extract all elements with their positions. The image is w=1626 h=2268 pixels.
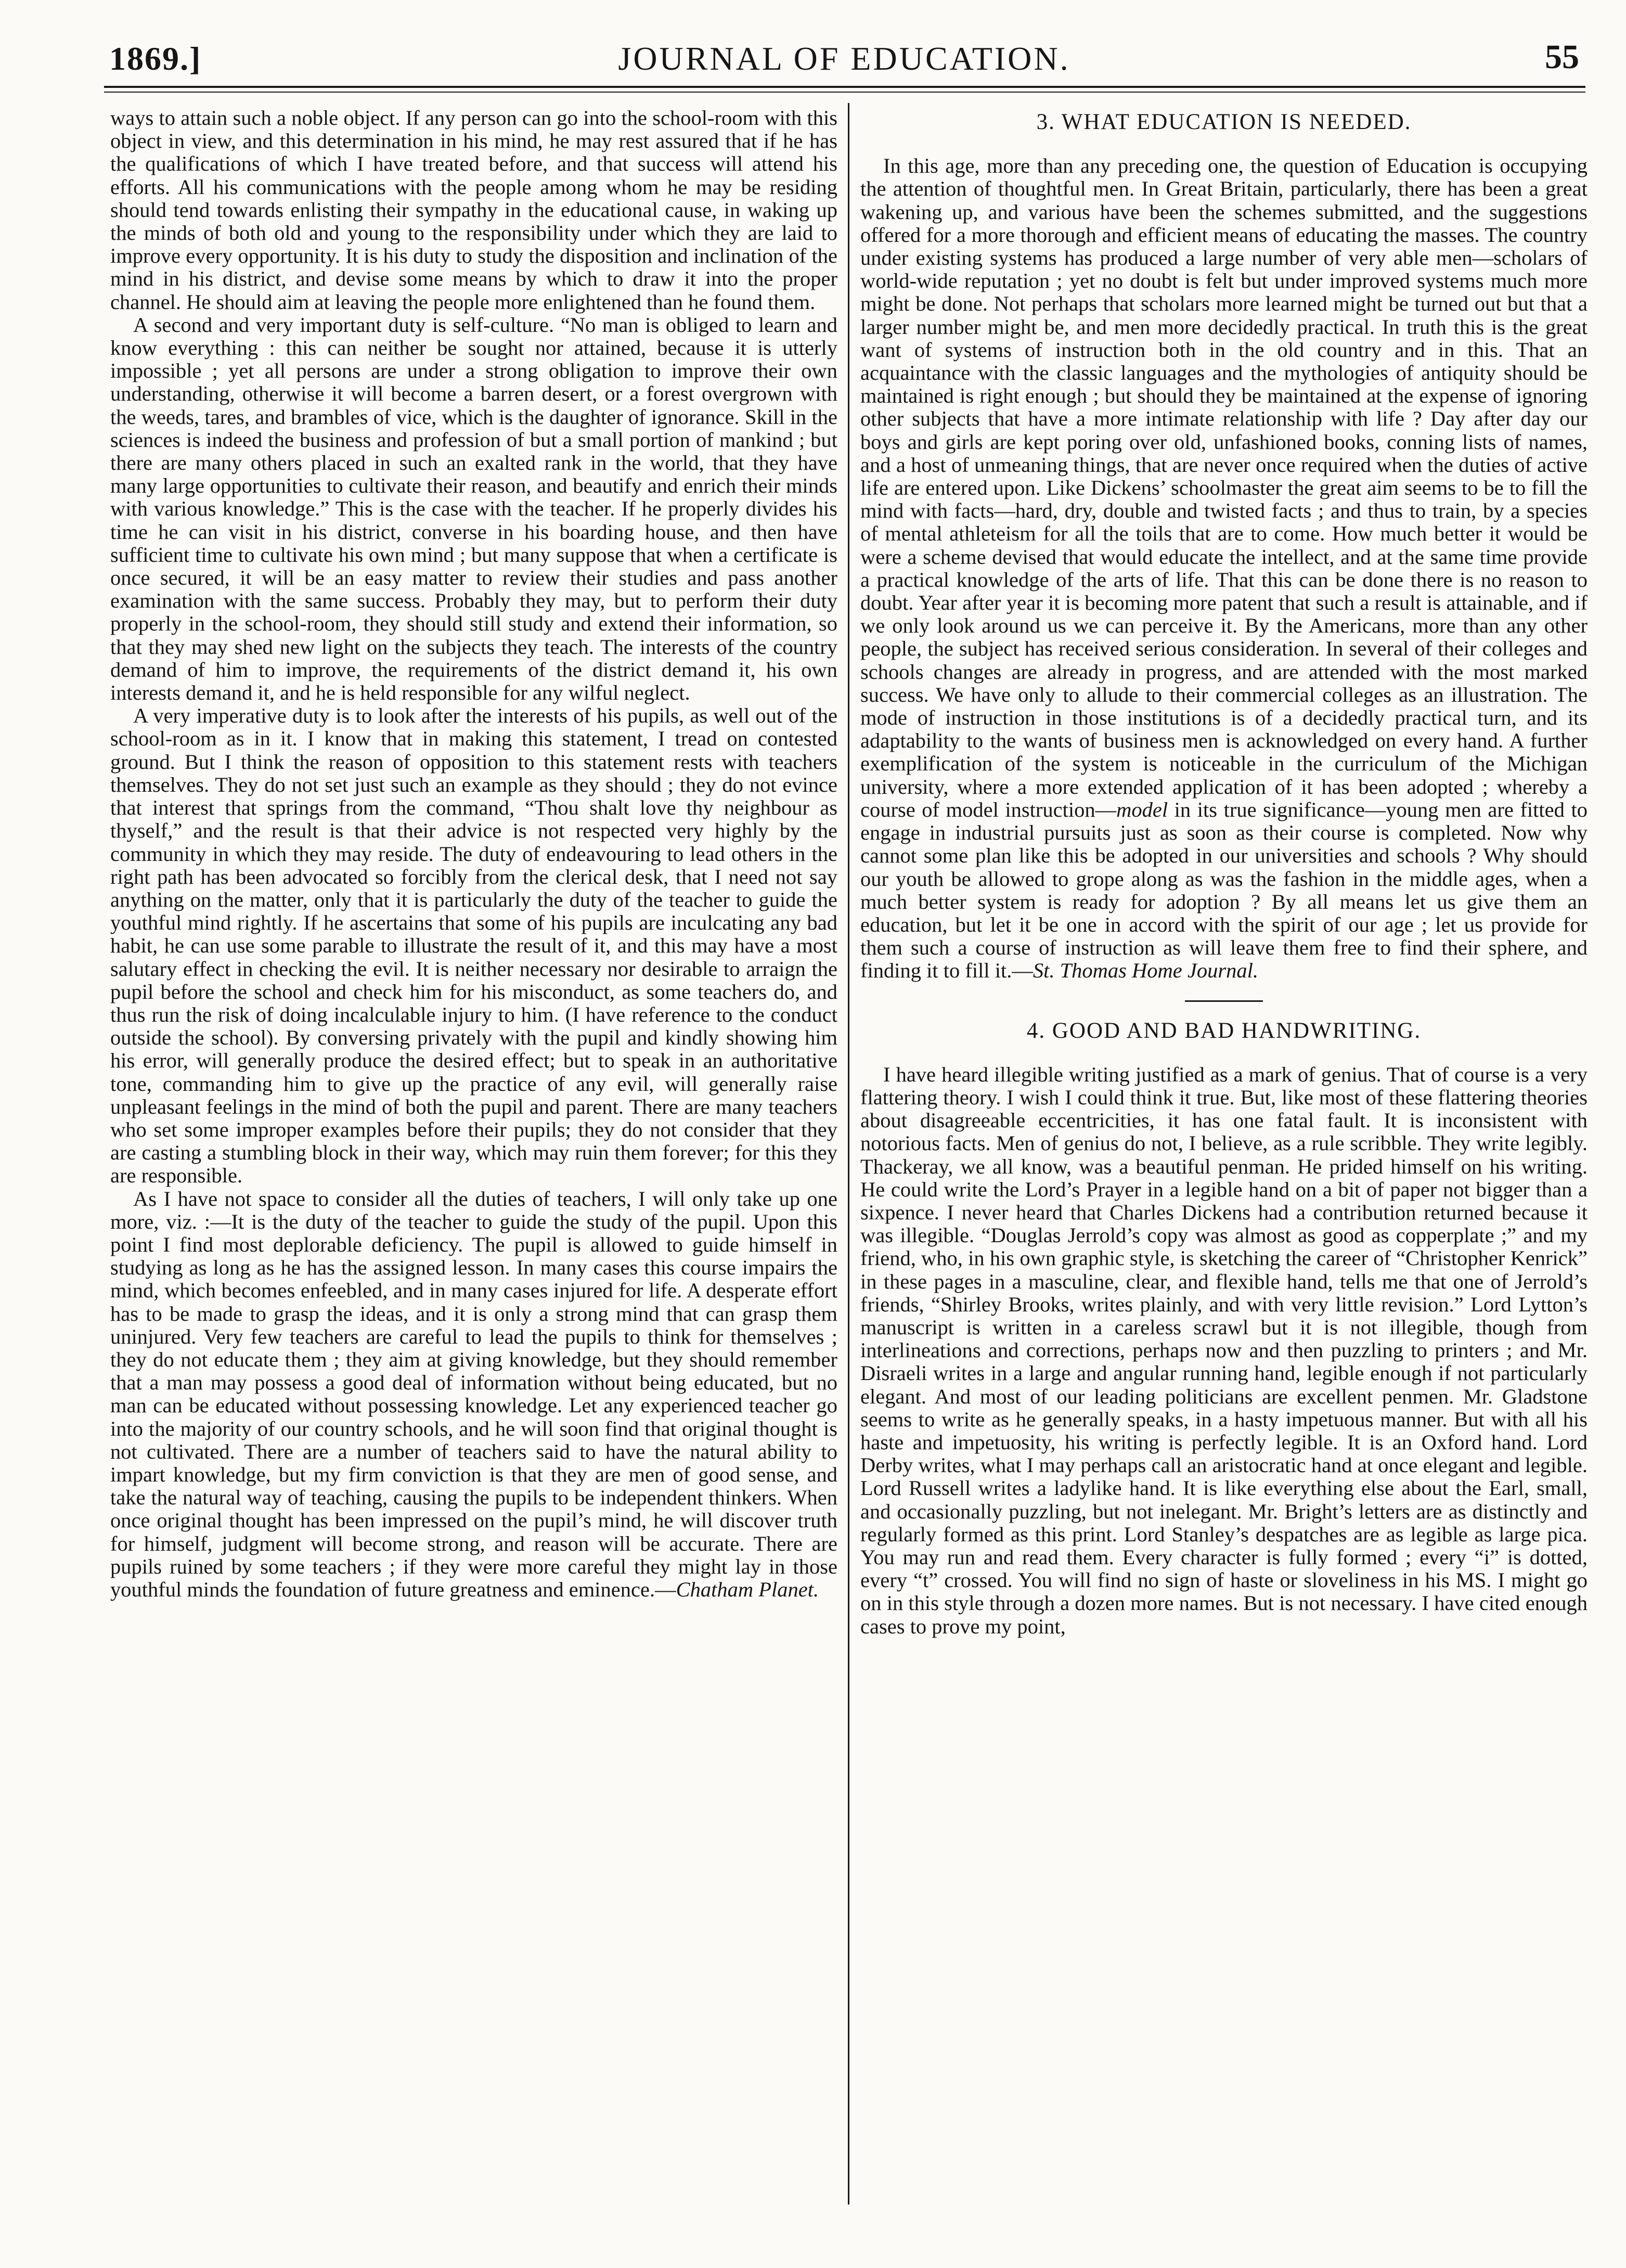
article-paragraph: ways to attain such a noble object. If any person can go into the school-room with this object in view, and this determination in his mind, he may rest assured that if he has the qualifications of which I have treated before, and that success will attend his efforts. All his communications with the people among whom he may be residing should tend towards enlisting their sympathy in the educational cause, in waking up the minds of both old and young to the responsibility under which they are laid to improve every opportunity. It is his duty to study the disposition and inclination of the mind in his district, and devise some means by which to draw it into the proper channel. He should aim at leaving the people more enlightened than he found them.	[110, 107, 837, 314]
right-column	[860, 107, 1588, 2224]
header-rule	[104, 86, 1585, 88]
column-divider	[848, 103, 849, 2205]
section-heading: 4. GOOD AND BAD HANDWRITING.	[1026, 1018, 1422, 1043]
header-rule-thin	[104, 92, 1585, 93]
issue-date: 1869.]	[109, 40, 202, 77]
running-head	[109, 30, 1579, 87]
section-heading: 3. WHAT EDUCATION IS NEEDED.	[1036, 110, 1412, 134]
article-paragraph: A second and very important duty is self-culture. “No man is obliged to learn and know everything : this can neither be sought nor attained, because it is utterly impossible ; yet all persons are under a strong obligation to improve their own understanding, otherwise it will become a barren desert, or a forest overgrown with the weeds, tares, and brambles of vice, which is the daughter of ignorance. Skill in the sciences is indeed the business and profession of but a small portion of mankind ; but there are many others placed in such an exalted rank in the world, that they have many large opportunities to cultivate their reason, and beautify and enrich their minds with various knowledge.” This is the case with the teacher. If he properly divides his time he can visit in his district, converse in his boarding house, and then have sufficient time to cultivate his own mind ; but many suppose that when a certificate is once secured, it will be an easy matter to review their studies and pass another examination with the same success. Probably they may, but to perform their duty properly in the school-room, they should still study and extend their information, so that they may shed new light on the subjects they teach. The interests of the country demand of him to improve, the requirements of the district demand it, his own interests demand it, and he is held responsible for any wilful neglect.	[110, 313, 837, 705]
article-paragraph-text: As I have not space to consider all the duties of teachers, I will only take up one more, viz. :—It is the duty of the teacher to guide the study of the pupil. Upon this point I find most deplorable deficiency. The pupil is allowed to guide himself in studying as long as he has the assigned lesson. In many cases this course impairs the mind, which becomes enfeebled, and in many cases injured for life. A desperate effort has to be made to grasp the ideas, and it is only a strong mind that can grasp them uninjured. Very few teachers are careful to lead the pupils to think for themselves ; they do not educate them ; they aim at giving knowledge, but they should remember that a man may possess a good deal of information without being educated, but no man can be educated without possessing knowledge. Let any experienced teacher go into the majority of our country schools, and he will soon find that original thought is not cultivated. There are a number of teachers said to have the natural ability to impart knowledge, but my firm conviction is that they are men of good sense, and take the natural way of teaching, causing the pupils to be independent thinkers. When once original thought has been impressed on the pupil’s mind, he will discover truth for himself, judgment will become strong, and reason will be accurate. There are pupils ruined by some teachers ; if they were more careful they might lay in those youthful minds the foundation of future greatness and eminence.—	[110, 1187, 837, 1601]
emphasis-text: model	[1116, 797, 1168, 821]
section-divider	[1185, 1000, 1263, 1002]
article-paragraph-text-continued: in its true significance—young men are fitted to engage in industrial pursuits just as soon as their course is completed. Now why cannot some plan like this be adopted in our universities and schools ? Why should our youth be allowed to grope along as was the fashion in the middle ages, when a much better system is ready for adoption ? By all means let us give them an education, but let it be one in accord with the spirit of our age ; let us provide for them such a course of instruction as will leave them free to find their sphere, and finding it to fill it.—	[860, 797, 1588, 983]
journal-title: JOURNAL OF EDUCATION.	[618, 40, 1070, 77]
page-number: 55	[1545, 38, 1579, 76]
source-credit: St. Thomas Home Journal.	[1033, 959, 1258, 983]
article-paragraph: I have heard illegible writing justified as a mark of genius. That of course is a very flattering theory. I wish I could think it true. But, like most of these flattering theories about disagreeable eccentricities, it has one fatal fault. It is inconsistent with notorious facts. Men of genius do not, I believe, as a rule scribble. They write legibly. Thackeray, we all know, was a beautiful penman. He prided himself on his writing. He could write the Lord’s Prayer in a legible hand on a bit of paper not bigger than a sixpence. I never heard that Charles Dickens had a contribution returned because it was illegible. “Douglas Jerrold’s copy was almost as good as copperplate ;” and my friend, who, in his own graphic style, is sketching the career of “Christopher Kenrick” in these pages in a masculine, clear, and flexible hand, tells me that one of Jerrold’s friends, “Shirley Brooks, writes plainly, and with very little revision.” Lord Lytton’s manuscript is written in a careless scrawl but it is not illegible, though from interlineations and corrections, perhaps now and then puzzling to printers ; and Mr. Disraeli writes in a large and angular running hand, legible enough if not particularly elegant. And most of our leading politicians are excellent penmen. Mr. Gladstone seems to write as he generally speaks, in a hasty impetuous manner. But with all his haste and impetuosity, his writing is perfectly legible. It is an Oxford hand. Lord Derby writes, what I may perhaps call an aristocratic hand at once elegant and legible. Lord Russell writes a ladylike hand. It is like everything else about the Earl, small, and occasionally puzzling, but not inelegant. Mr. Bright’s letters are as distinctly and regularly formed as this print. Lord Stanley’s despatches are as legible as large pica. You may run and read them. Every character is fully formed ; every “i” is dotted, every “t” crossed. You will find no sign of haste or sloveliness in his MS. I might go on in this style through a dozen more names. But is not necessary. I have cited enough cases to prove my point,	[860, 1062, 1588, 1638]
article-paragraph	[860, 154, 1588, 982]
article-paragraph: A very imperative duty is to look after the interests of his pupils, as well out of the school-room as in it. I know that in making this statement, I tread on contested ground. But I think the reason of opposition to this statement rests with teachers themselves. They do not set just such an example as they should ; they do not evince that interest that springs from the command, “Thou shalt love thy neighbour as thyself,” and the result is that their advice is not respected very highly by the community in which they may reside. The duty of endeavouring to lead others in the right path has been advocated so forcibly from the clerical desk, that I need not say anything on the matter, only that it is particularly the duty of the teacher to guide the youthful mind rightly. If he ascertains that some of his pupils are inculcating any bad habit, he can use some parable to illustrate the result of it, and this may have a most salutary effect in checking the evil. It is neither necessary nor desirable to arraign the pupil before the school and check him for his misconduct, as some teachers do, and thus run the risk of doing incalculable injury to him. (I have reference to the conduct outside the school). By conversing privately with the pupil and kindly showing him his error, will generally produce the desired effect; but to speak in an authoritative tone, commanding him to give up the practice of any evil, will generally raise unpleasant feelings in the mind of both the pupil and parent. There are many teachers who set some improper examples before their pupils; they do not consider that they are casting a stumbling block in their way, which may ruin them forever; for this they are responsible.	[110, 704, 837, 1188]
article-paragraph-text: In this age, more than any preceding one, the question of Education is occupying the attention of thoughtful men. In Great Britain, particularly, there has been a great wakening up, and various have been the schemes submitted, and the suggestions offered for a more thorough and efficient means of educating the masses. The country under existing systems has produced a large number of very able men—scholars of world-wide reputation ; yet no doubt is felt but under improved systems much more might be done. Not perhaps that scholars more learned might be turned out but that a larger number might be, and men more decidedly practical. In truth this is the great want of systems of instruction both in the old country and in this. That an acquaintance with the classic languages and the mythologies of antiquity should be maintained is right enough ; but should they be maintained at the expense of ignoring other subjects that have a more intimate relationship with life ? Day after day our boys and girls are kept poring over old, unfashioned books, conning lists of names, and a host of unmeaning things, that are never once required when the duties of active life are entered upon. Like Dickens’ schoolmaster the great aim seems to be to fill the mind with facts—hard, dry, double and twisted facts ; and thus to train, by a species of mental athleteism for all the toils that are to come. How much better it would be were a scheme devised that would educate the intellect, and at the same time provide a practical knowledge of the arts of life. That this can be done there is no reason to doubt. Year after year it is becoming more patent that such a result is attainable, and if we only look around us we can perceive it. By the Americans, more than any other people, the subject has received serious consideration. In several of their colleges and schools changes are already in progress, and are attended with the most marked success. We have only to allude to their commercial colleges as an illustration. The mode of instruction in those institutions is of a decidedly practical turn, and its adaptability to the wants of business men is acknowledged on every hand. A further exemplification of the system is noticeable in the curriculum of the Michigan university, where a more extended application of it has been adopted ; whereby a course of model instruction—	[860, 154, 1588, 821]
source-credit: Chatham Planet.	[676, 1578, 819, 1601]
left-column	[110, 107, 837, 2224]
article-paragraph-last	[110, 1188, 837, 1602]
